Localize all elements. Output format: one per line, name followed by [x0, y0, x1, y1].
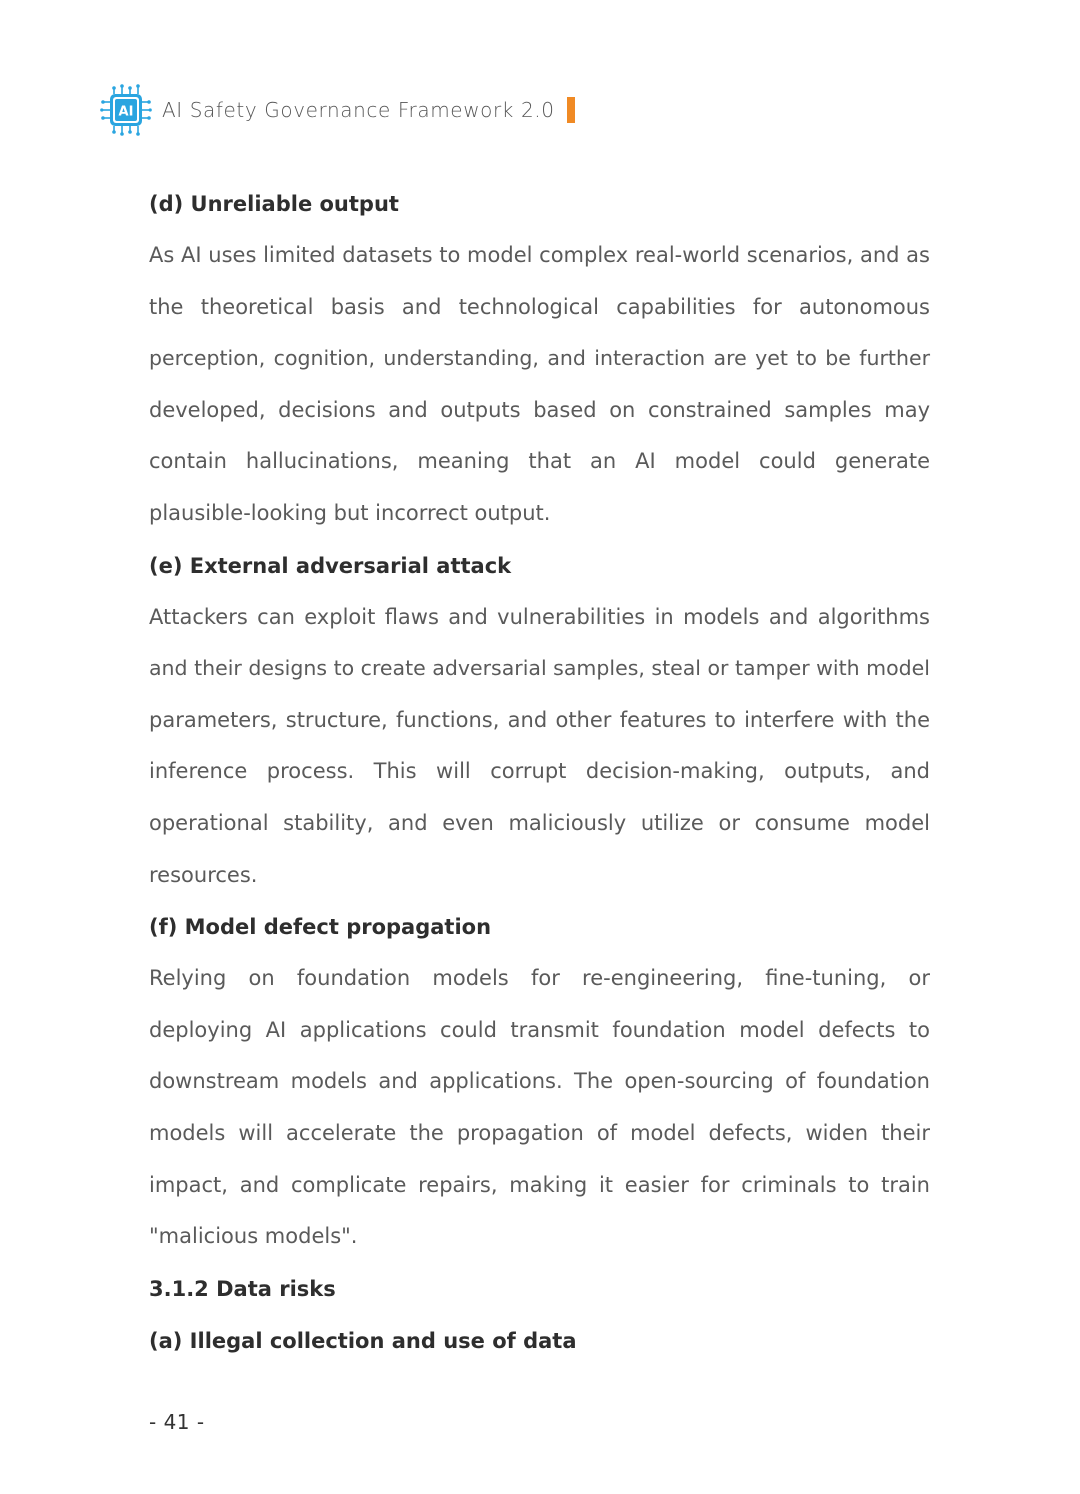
paragraph-line: plausible-looking but incorrect output.: [149, 500, 551, 525]
section-unreliable-output: [149, 178, 930, 540]
section-paragraph: [149, 592, 930, 902]
section-heading: (f) Model defect propagation: [149, 915, 492, 940]
paragraph-line: Attackers can exploit flaws and vulnerabilities in models and algorithms: [149, 604, 930, 629]
paragraph-line: "malicious models".: [149, 1224, 358, 1249]
paragraph-line: models will accelerate the propagation of model defects, widen their: [149, 1120, 930, 1145]
page-body: [149, 178, 930, 1367]
ai-chip-logo-icon: [100, 84, 152, 136]
section-heading: (e) External adversarial attack: [149, 553, 512, 578]
page-number: - 41 -: [149, 1410, 205, 1434]
paragraph-line: parameters, structure, functions, and other features to interfere with the: [149, 707, 930, 732]
paragraph-line: contain hallucinations, meaning that an AI model could generate: [149, 449, 930, 474]
paragraph-line: operational stability, and even maliciously utilize or consume model: [149, 810, 930, 835]
section-heading-illegal-collection: (a) Illegal collection and use of data: [149, 1328, 577, 1353]
page-header: [100, 82, 575, 138]
document-title: AI Safety Governance Framework 2.0: [162, 98, 555, 122]
paragraph-line: As AI uses limited datasets to model complex real-world scenarios, and as: [149, 243, 930, 267]
paragraph-line: developed, decisions and outputs based on constrained samples may: [149, 397, 930, 422]
paragraph-line: downstream models and applications. The open-sourcing of foundation: [149, 1069, 930, 1094]
section-heading: (d) Unreliable output: [149, 192, 399, 216]
subsection-heading-data-risks: 3.1.2 Data risks: [149, 1276, 336, 1301]
logo-text: AI: [118, 104, 134, 120]
paragraph-line: inference process. This will corrupt decision-making, outputs, and: [149, 759, 930, 784]
paragraph-line: perception, cognition, understanding, and interaction are yet to be further: [149, 346, 930, 371]
paragraph-line: and their designs to create adversarial samples, steal or tamper with model: [149, 656, 930, 681]
paragraph-line: deploying AI applications could transmit foundation model defects to: [149, 1017, 930, 1042]
paragraph-line: resources.: [149, 862, 258, 887]
paragraph-line: impact, and complicate repairs, making it easier for criminals to train: [149, 1172, 930, 1197]
paragraph-line: Relying on foundation models for re-engineering, fine-tuning, or: [149, 966, 930, 991]
section-external-adversarial-attack: [149, 540, 930, 902]
section-paragraph: [149, 230, 930, 540]
paragraph-line: the theoretical basis and technological capabilities for autonomous: [149, 294, 930, 319]
header-accent-bar: [567, 97, 575, 123]
section-model-defect-propagation: [149, 901, 930, 1263]
section-paragraph: [149, 953, 930, 1263]
